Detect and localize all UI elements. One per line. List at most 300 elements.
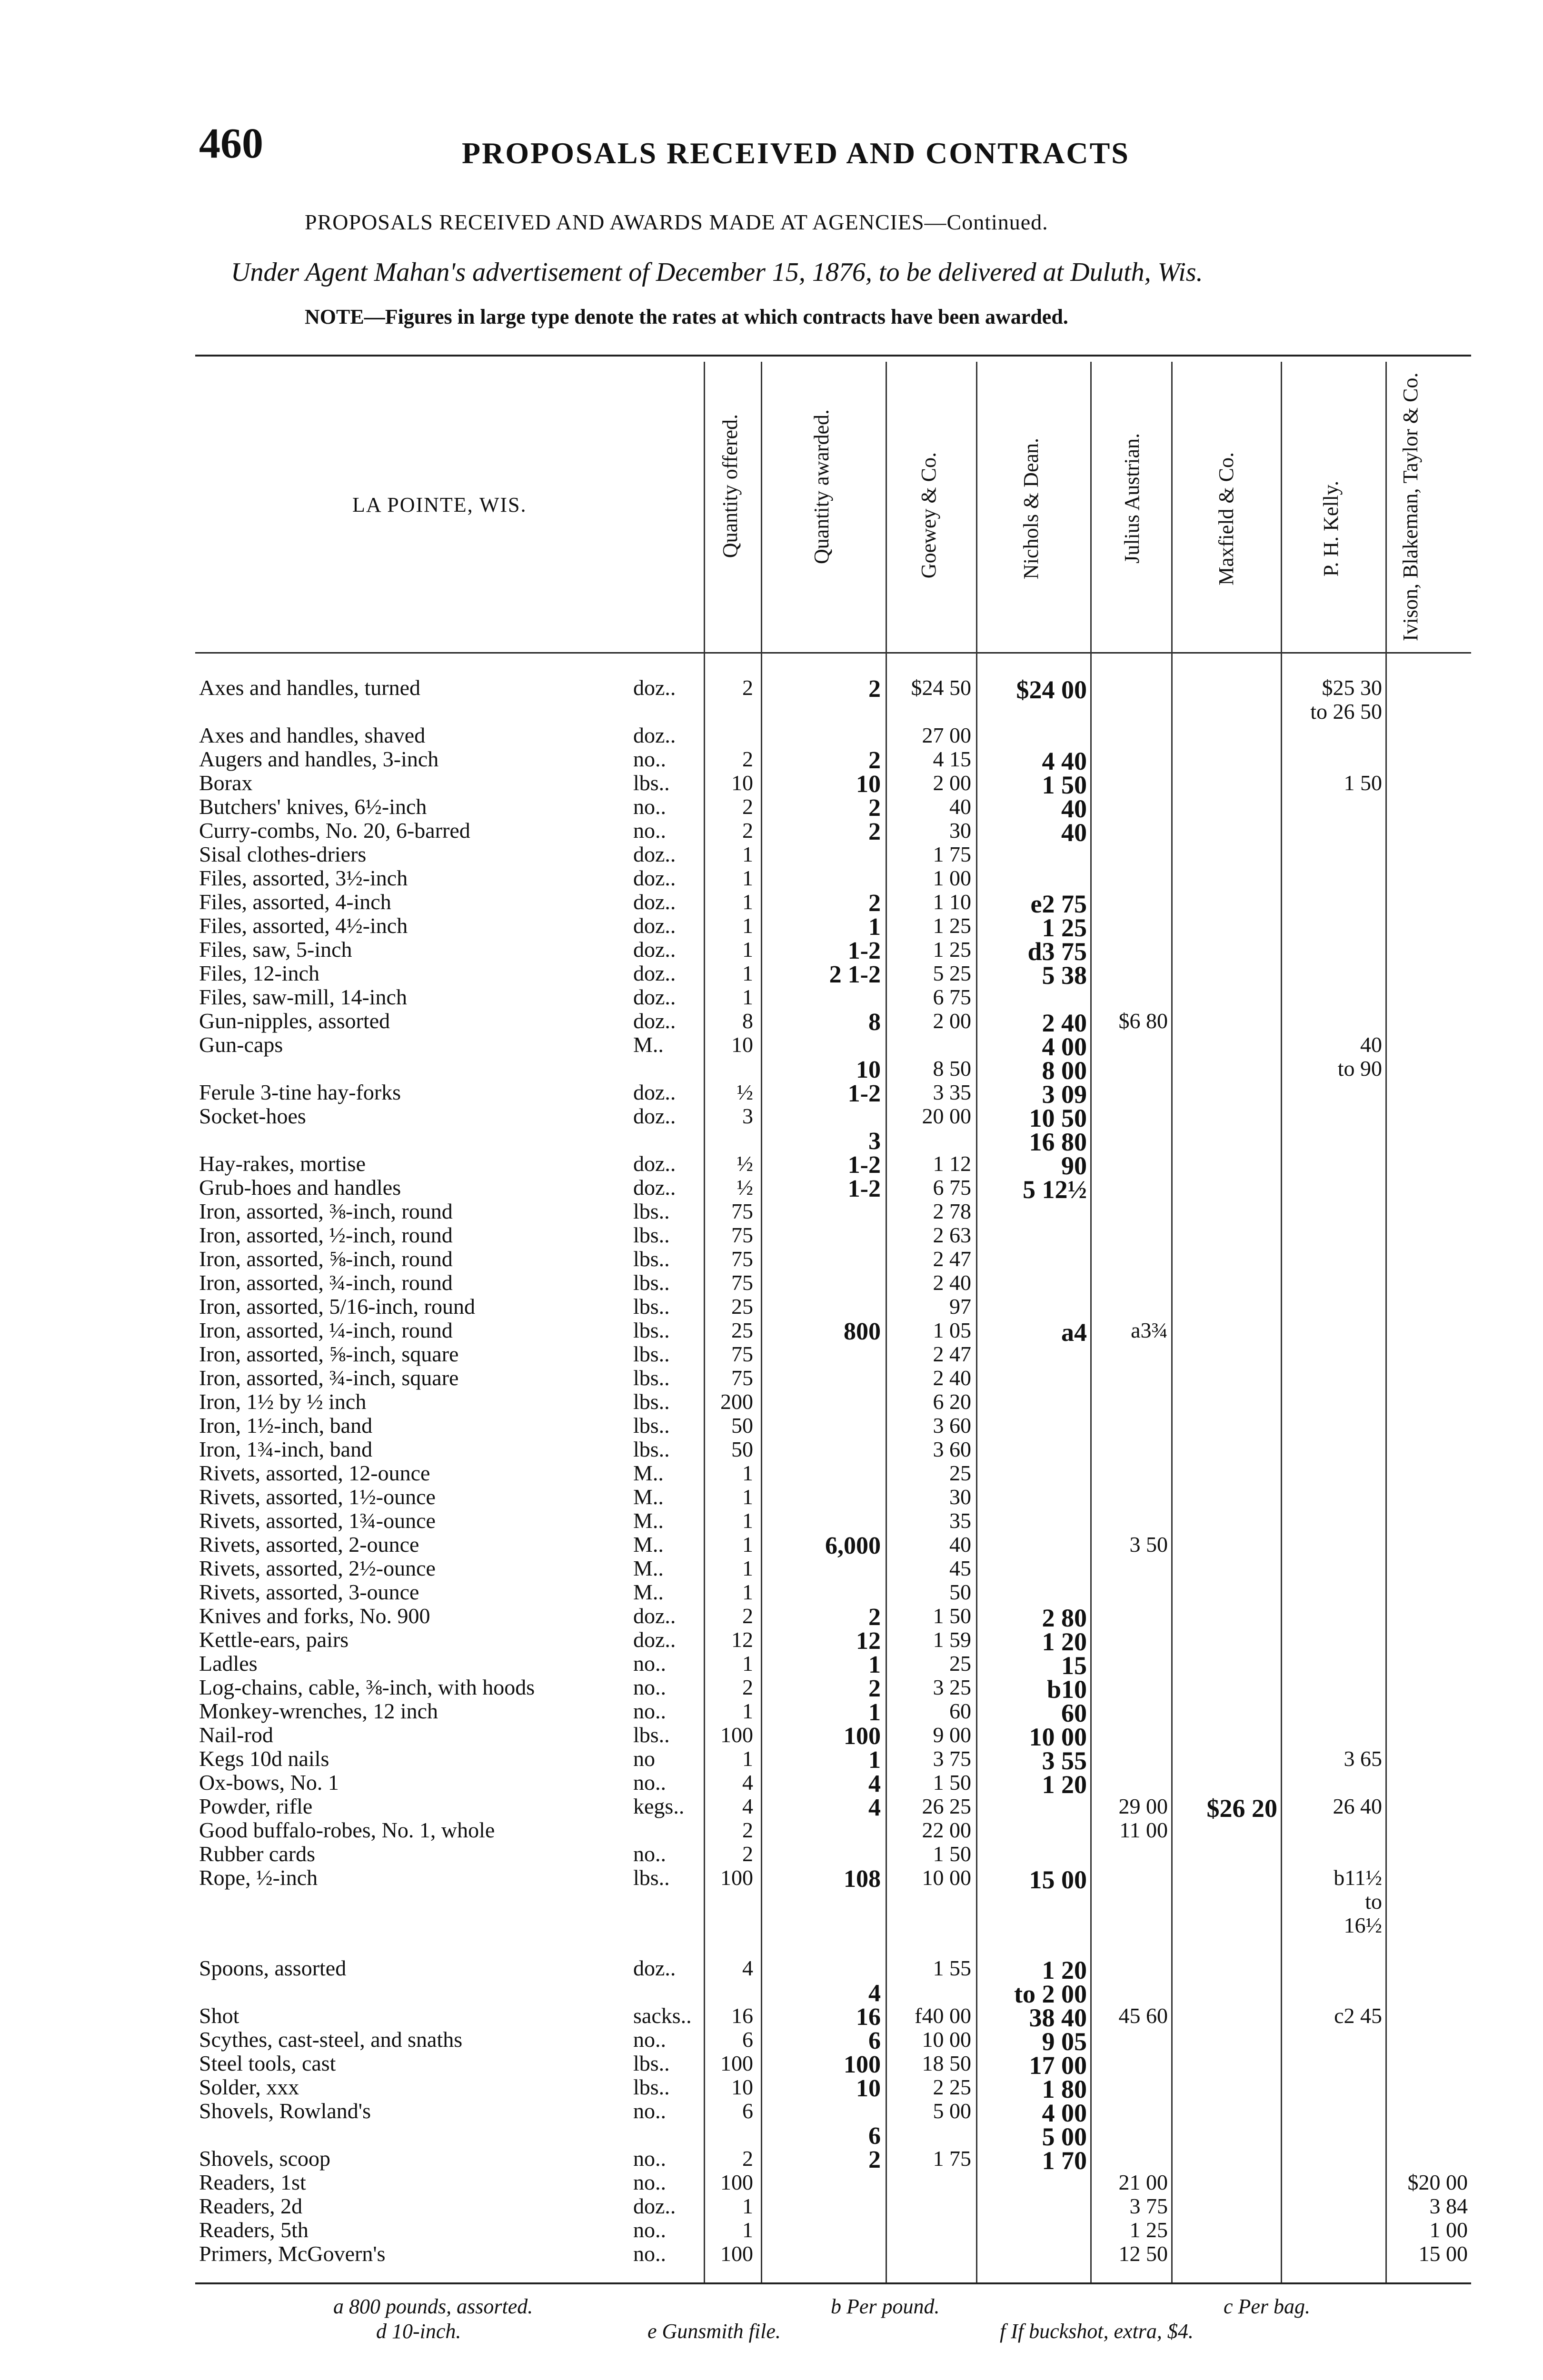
table-row bbox=[0, 1484, 1543, 1508]
quantity-offered: 1 bbox=[742, 890, 753, 914]
unit: doz.. bbox=[633, 961, 676, 985]
item-name: Augers and handles, 3-inch bbox=[199, 747, 439, 771]
bid-austrian: $6 80 bbox=[1118, 1009, 1168, 1033]
item-name: Curry-combs, No. 20, 6-barred bbox=[199, 818, 470, 843]
table-row bbox=[0, 1698, 1543, 1727]
bid-ivison: $20 00 bbox=[1407, 2170, 1468, 2194]
table-row bbox=[0, 1246, 1543, 1270]
item-name: Rivets, assorted, 1½-ounce bbox=[199, 1485, 436, 1509]
quantity-offered: 75 bbox=[731, 1270, 753, 1295]
quantity-offered: 2 bbox=[742, 2146, 753, 2171]
bid-maxfield: $26 20 bbox=[1206, 1794, 1277, 1823]
item-name: Scythes, cast-steel, and snaths bbox=[199, 2027, 463, 2052]
table-row bbox=[0, 770, 1543, 799]
bid-nichols: 4 00 bbox=[1042, 2099, 1087, 2127]
quantity-awarded: 108 bbox=[844, 1865, 881, 1893]
quantity-offered: 75 bbox=[731, 1366, 753, 1390]
bid-goewey: 27 00 bbox=[922, 723, 971, 747]
table-row bbox=[0, 1270, 1543, 1294]
bid-goewey: 26 25 bbox=[922, 1794, 971, 1818]
quantity-awarded: 800 bbox=[844, 1318, 881, 1345]
quantity-offered: 2 bbox=[742, 747, 753, 771]
item-name: Rivets, assorted, 3-ounce bbox=[199, 1580, 419, 1604]
unit: lbs.. bbox=[633, 771, 670, 795]
column-header-ivison: Ivison, Blakeman, Taylor & Co. bbox=[1399, 372, 1422, 642]
quantity-offered: 1 bbox=[742, 937, 753, 962]
item-name: Files, assorted, 4-inch bbox=[199, 890, 391, 914]
bid-austrian: 29 00 bbox=[1118, 1794, 1168, 1818]
unit: lbs.. bbox=[633, 1366, 670, 1390]
item-name: Iron, assorted, ¾-inch, round bbox=[199, 1270, 453, 1295]
unit: no.. bbox=[633, 747, 666, 771]
quantity-awarded: 12 bbox=[856, 1627, 881, 1655]
table-row bbox=[0, 1032, 1543, 1061]
quantity-awarded: 1-2 bbox=[847, 1151, 881, 1179]
quantity-offered: 100 bbox=[720, 1865, 753, 1890]
bid-ivison: 15 00 bbox=[1418, 2241, 1468, 2266]
quantity-offered: 8 bbox=[742, 1009, 753, 1033]
stub-header: LA POINTE, WIS. bbox=[352, 493, 527, 516]
quantity-awarded: 10 bbox=[856, 771, 881, 798]
item-name: Rubber cards bbox=[199, 1842, 315, 1866]
quantity-offered: 1 bbox=[742, 866, 753, 890]
column-header-quantity-offered: Quantity offered. bbox=[718, 414, 742, 558]
bid-goewey: 9 00 bbox=[933, 1723, 971, 1747]
unit: kegs.. bbox=[633, 1794, 685, 1818]
bid-nichols: 1 50 bbox=[1042, 771, 1087, 799]
quantity-awarded: 2 bbox=[868, 2146, 881, 2173]
bid-austrian: 45 60 bbox=[1118, 2003, 1168, 2028]
unit: doz.. bbox=[633, 985, 676, 1009]
quantity-awarded: 2 bbox=[868, 890, 881, 917]
table-row bbox=[0, 1508, 1543, 1532]
advertisement-line: Under Agent Mahan's advertisement of December 15, 1876, to be delivered at Duluth, Wis. bbox=[231, 258, 1203, 287]
table-row bbox=[0, 675, 1543, 704]
table-row bbox=[0, 1865, 1543, 1894]
unit: lbs.. bbox=[633, 1318, 670, 1342]
footnote-e: e Gunsmith file. bbox=[647, 2320, 781, 2343]
unit: doz.. bbox=[633, 842, 676, 866]
unit: no.. bbox=[633, 1842, 666, 1866]
quantity-offered: ½ bbox=[737, 1151, 753, 1176]
unit: doz.. bbox=[633, 937, 676, 962]
unit: lbs.. bbox=[633, 2075, 670, 2099]
bid-goewey: 1 50 bbox=[933, 1770, 971, 1795]
bid-nichols: 38 40 bbox=[1029, 2003, 1087, 2032]
unit: lbs.. bbox=[633, 1413, 670, 1438]
unit: lbs.. bbox=[633, 1223, 670, 1247]
bid-goewey: 1 75 bbox=[933, 2146, 971, 2171]
item-name: Gun-nipples, assorted bbox=[199, 1009, 390, 1033]
table-row bbox=[0, 2193, 1543, 2217]
column-header-nichols: Nichols & Dean. bbox=[1019, 438, 1043, 579]
item-name: Butchers' knives, 6½-inch bbox=[199, 794, 427, 819]
quantity-offered: ½ bbox=[737, 1175, 753, 1200]
item-name: Kegs 10d nails bbox=[199, 1746, 329, 1771]
quantity-awarded: 4 bbox=[868, 1980, 881, 2007]
table-row bbox=[0, 1556, 1543, 1579]
bid-goewey: 1 50 bbox=[933, 1604, 971, 1628]
bid-goewey: 20 00 bbox=[922, 1104, 971, 1128]
item-name: Iron, assorted, ¼-inch, round bbox=[199, 1318, 453, 1342]
table-row bbox=[0, 1913, 1543, 1936]
bid-nichols: 40 bbox=[1061, 794, 1087, 823]
unit: M.. bbox=[633, 1461, 664, 1485]
table-row bbox=[0, 1175, 1543, 1204]
bid-nichols: 60 bbox=[1061, 1699, 1087, 1727]
quantity-awarded: 16 bbox=[856, 2003, 881, 2031]
unit: lbs.. bbox=[633, 1199, 670, 1223]
quantity-offered: 1 bbox=[742, 961, 753, 985]
table-row bbox=[0, 1979, 1543, 2008]
item-name: Primers, McGovern's bbox=[199, 2241, 386, 2266]
bid-goewey: 6 20 bbox=[933, 1389, 971, 1414]
item-name: Rivets, assorted, 12-ounce bbox=[199, 1461, 430, 1485]
column-header-quantity-awarded: Quantity awarded. bbox=[810, 409, 833, 564]
table-bottom-rule bbox=[195, 2282, 1471, 2284]
unit: doz.. bbox=[633, 675, 676, 700]
quantity-awarded: 3 bbox=[868, 1128, 881, 1155]
bid-goewey: 2 40 bbox=[933, 1366, 971, 1390]
quantity-offered: 12 bbox=[731, 1627, 753, 1652]
quantity-awarded: 4 bbox=[868, 1794, 881, 1821]
quantity-offered: 25 bbox=[731, 1294, 753, 1319]
quantity-offered: 2 bbox=[742, 818, 753, 843]
bid-nichols: 17 00 bbox=[1029, 2051, 1087, 2080]
bid-nichols: 1 20 bbox=[1042, 1956, 1087, 1984]
table-row bbox=[0, 1532, 1543, 1559]
bid-nichols: 5 38 bbox=[1042, 961, 1087, 990]
unit: M.. bbox=[633, 1580, 664, 1604]
item-name: Iron, assorted, ⅝-inch, square bbox=[199, 1342, 459, 1366]
footnote-f: f If buckshot, extra, $4. bbox=[1000, 2320, 1194, 2343]
bid-goewey: 1 00 bbox=[933, 866, 971, 890]
bid-nichols: 15 00 bbox=[1029, 1865, 1087, 1894]
bid-nichols: 1 20 bbox=[1042, 1770, 1087, 1799]
item-name: Borax bbox=[199, 771, 253, 795]
quantity-offered: 16 bbox=[731, 2003, 753, 2028]
unit: doz.. bbox=[633, 1956, 676, 1980]
table-row bbox=[0, 1008, 1543, 1037]
bid-austrian: 11 00 bbox=[1119, 1818, 1168, 1842]
table-row bbox=[0, 1080, 1543, 1109]
item-name: Monkey-wrenches, 12 inch bbox=[199, 1699, 438, 1723]
item-name: Spoons, assorted bbox=[199, 1956, 347, 1980]
table-row bbox=[0, 1437, 1543, 1460]
table-row bbox=[0, 1389, 1543, 1413]
quantity-offered: 2 bbox=[742, 1604, 753, 1628]
bid-goewey: 4 15 bbox=[933, 747, 971, 771]
quantity-awarded: 2 1-2 bbox=[829, 961, 881, 988]
bid-goewey: 97 bbox=[949, 1294, 971, 1319]
bid-goewey: 25 bbox=[949, 1461, 971, 1485]
unit: M.. bbox=[633, 1032, 664, 1057]
unit: no.. bbox=[633, 1699, 666, 1723]
table-row bbox=[0, 1722, 1543, 1751]
quantity-awarded: 1 bbox=[868, 1746, 881, 1774]
item-name: Iron, 1¾-inch, band bbox=[199, 1437, 373, 1461]
bid-goewey: 2 00 bbox=[933, 1009, 971, 1033]
bid-nichols: 15 bbox=[1061, 1651, 1087, 1680]
running-title: PROPOSALS RECEIVED AND CONTRACTS bbox=[462, 136, 1130, 170]
item-name: Iron, 1½ by ½ inch bbox=[199, 1389, 367, 1414]
bid-goewey: 1 50 bbox=[933, 1842, 971, 1866]
table-row bbox=[0, 1817, 1543, 1841]
item-name: Iron, assorted, ⅝-inch, round bbox=[199, 1247, 453, 1271]
quantity-awarded: 1 bbox=[868, 913, 881, 941]
bid-austrian: 21 00 bbox=[1118, 2170, 1168, 2194]
item-name: Kettle-ears, pairs bbox=[199, 1627, 349, 1652]
footnote-d: d 10-inch. bbox=[376, 2320, 461, 2343]
item-name: Shovels, Rowland's bbox=[199, 2099, 371, 2123]
bid-kelly: to bbox=[1365, 1889, 1382, 1914]
item-name: Files, saw-mill, 14-inch bbox=[199, 985, 407, 1009]
bid-ivison: 1 00 bbox=[1429, 2218, 1468, 2242]
bid-goewey: 3 60 bbox=[933, 1413, 971, 1438]
bid-goewey: 22 00 bbox=[922, 1818, 971, 1842]
table-row bbox=[0, 2170, 1543, 2193]
bid-goewey: 3 35 bbox=[933, 1080, 971, 1104]
quantity-offered: ½ bbox=[737, 1080, 753, 1104]
item-name: Axes and handles, turned bbox=[199, 675, 420, 700]
bid-goewey: 60 bbox=[949, 1699, 971, 1723]
quantity-awarded: 100 bbox=[844, 2051, 881, 2078]
quantity-offered: 2 bbox=[742, 1818, 753, 1842]
bid-goewey: 8 50 bbox=[933, 1056, 971, 1081]
item-name: Ladles bbox=[199, 1651, 258, 1676]
quantity-awarded: 1-2 bbox=[847, 1175, 881, 1202]
quantity-offered: 6 bbox=[742, 2099, 753, 2123]
table-row bbox=[0, 1579, 1543, 1603]
unit: doz.. bbox=[633, 890, 676, 914]
page-number: 460 bbox=[199, 120, 263, 167]
bid-goewey: 2 78 bbox=[933, 1199, 971, 1223]
quantity-awarded: 6 bbox=[868, 2122, 881, 2150]
table-row bbox=[0, 1151, 1543, 1180]
bid-austrian: 3 75 bbox=[1129, 2194, 1168, 2218]
bid-austrian: a3¾ bbox=[1131, 1318, 1168, 1342]
quantity-awarded: 10 bbox=[856, 1056, 881, 1083]
item-name: Files, 12-inch bbox=[199, 961, 319, 985]
bid-goewey: 5 00 bbox=[933, 2099, 971, 2123]
item-name: Socket-hoes bbox=[199, 1104, 306, 1128]
quantity-offered: 25 bbox=[731, 1318, 753, 1342]
unit: sacks.. bbox=[633, 2003, 692, 2028]
column-header-maxfield: Maxfield & Co. bbox=[1214, 452, 1238, 585]
column-header-austrian: Julius Austrian. bbox=[1120, 433, 1144, 564]
quantity-offered: 1 bbox=[742, 1485, 753, 1509]
bid-nichols: e2 75 bbox=[1030, 890, 1087, 918]
bid-goewey: 5 25 bbox=[933, 961, 971, 985]
bid-goewey: 10 00 bbox=[922, 2027, 971, 2052]
table-row bbox=[0, 2074, 1543, 2103]
bid-austrian: 3 50 bbox=[1129, 1532, 1168, 1557]
item-name: Ox-bows, No. 1 bbox=[199, 1770, 339, 1795]
quantity-awarded: 6 bbox=[868, 2027, 881, 2054]
table-row bbox=[0, 1794, 1543, 1823]
bid-goewey: 30 bbox=[949, 1485, 971, 1509]
table-row bbox=[0, 1222, 1543, 1246]
bid-goewey: 3 60 bbox=[933, 1437, 971, 1461]
column-header-kelly: P. H. Kelly. bbox=[1319, 481, 1343, 577]
table-row bbox=[0, 1294, 1543, 1318]
unit: lbs.. bbox=[633, 1723, 670, 1747]
quantity-awarded: 6,000 bbox=[825, 1532, 881, 1559]
quantity-awarded: 100 bbox=[844, 1723, 881, 1750]
table-row bbox=[0, 2051, 1543, 2080]
quantity-offered: 10 bbox=[731, 2075, 753, 2099]
unit: no.. bbox=[633, 794, 666, 819]
bid-nichols: 8 00 bbox=[1042, 1056, 1087, 1085]
bid-goewey: 2 00 bbox=[933, 771, 971, 795]
quantity-offered: 50 bbox=[731, 1437, 753, 1461]
table-row bbox=[0, 913, 1543, 942]
bid-nichols: 4 00 bbox=[1042, 1032, 1087, 1061]
bid-goewey: 2 47 bbox=[933, 1247, 971, 1271]
unit: no.. bbox=[633, 1651, 666, 1676]
quantity-offered: 10 bbox=[731, 1032, 753, 1057]
bid-goewey: 1 55 bbox=[933, 1956, 971, 1980]
unit: no.. bbox=[633, 2241, 666, 2266]
unit: doz.. bbox=[633, 1080, 676, 1104]
item-name: Grub-hoes and handles bbox=[199, 1175, 401, 1200]
note-line: NOTE—Figures in large type denote the rates at which contracts have been awarded. bbox=[305, 305, 1068, 328]
unit: no.. bbox=[633, 1770, 666, 1795]
bid-goewey: 1 25 bbox=[933, 913, 971, 938]
bid-goewey: 1 59 bbox=[933, 1627, 971, 1652]
bid-nichols: d3 75 bbox=[1027, 937, 1087, 966]
footnote-b: b Per pound. bbox=[831, 2295, 940, 2318]
table-row bbox=[0, 1675, 1543, 1704]
bid-goewey: 6 75 bbox=[933, 1175, 971, 1200]
bid-goewey: $24 50 bbox=[911, 675, 971, 700]
quantity-offered: 1 bbox=[742, 2194, 753, 2218]
bid-goewey: 2 63 bbox=[933, 1223, 971, 1247]
unit: no.. bbox=[633, 2027, 666, 2052]
quantity-offered: 75 bbox=[731, 1199, 753, 1223]
bid-goewey: 50 bbox=[949, 1580, 971, 1604]
unit: doz.. bbox=[633, 1104, 676, 1128]
item-name: Iron, assorted, ¾-inch, square bbox=[199, 1366, 459, 1390]
item-name: Files, saw, 5-inch bbox=[199, 937, 352, 962]
bid-austrian: 1 25 bbox=[1129, 2218, 1168, 2242]
unit: doz.. bbox=[633, 723, 676, 747]
table-row bbox=[0, 2217, 1543, 2241]
bid-nichols: 9 05 bbox=[1042, 2027, 1087, 2056]
quantity-offered: 75 bbox=[731, 1342, 753, 1366]
bid-kelly: 16½ bbox=[1344, 1913, 1382, 1937]
unit: no.. bbox=[633, 818, 666, 843]
item-name: Solder, xxx bbox=[199, 2075, 299, 2099]
quantity-offered: 4 bbox=[742, 1770, 753, 1795]
bid-nichols: 5 12½ bbox=[1023, 1175, 1087, 1204]
bid-nichols: 4 40 bbox=[1042, 747, 1087, 775]
quantity-offered: 1 bbox=[742, 1532, 753, 1557]
table-row bbox=[0, 2098, 1543, 2127]
item-name: Rivets, assorted, 2-ounce bbox=[199, 1532, 419, 1557]
item-name: Shovels, scoop bbox=[199, 2146, 330, 2171]
footnote-a: a 800 pounds, assorted. bbox=[333, 2295, 533, 2318]
bid-goewey: 2 47 bbox=[933, 1342, 971, 1366]
quantity-offered: 6 bbox=[742, 2027, 753, 2052]
table-row bbox=[0, 1603, 1543, 1632]
unit: M.. bbox=[633, 1485, 664, 1509]
table-row bbox=[0, 1341, 1543, 1365]
bid-goewey: 40 bbox=[949, 1532, 971, 1557]
bid-nichols: to 2 00 bbox=[1014, 1980, 1087, 2008]
bid-goewey: 30 bbox=[949, 818, 971, 843]
bid-goewey: 3 25 bbox=[933, 1675, 971, 1699]
quantity-offered: 100 bbox=[720, 2241, 753, 2266]
item-name: Rivets, assorted, 1¾-ounce bbox=[199, 1508, 436, 1533]
unit: no.. bbox=[633, 2170, 666, 2194]
unit: no.. bbox=[633, 1675, 666, 1699]
quantity-offered: 2 bbox=[742, 1675, 753, 1699]
table-row bbox=[0, 746, 1543, 775]
bid-goewey: 6 75 bbox=[933, 985, 971, 1009]
quantity-awarded: 1 bbox=[868, 1699, 881, 1726]
quantity-offered: 75 bbox=[731, 1247, 753, 1271]
quantity-offered: 1 bbox=[742, 1699, 753, 1723]
unit: no.. bbox=[633, 2218, 666, 2242]
bid-goewey: 40 bbox=[949, 794, 971, 819]
bid-goewey: 10 00 bbox=[922, 1865, 971, 1890]
bid-kelly: b11½ bbox=[1334, 1865, 1382, 1890]
table-top-rule bbox=[195, 355, 1471, 357]
item-name: Ferule 3-tine hay-forks bbox=[199, 1080, 401, 1104]
bid-goewey: 2 25 bbox=[933, 2075, 971, 2099]
unit: doz.. bbox=[633, 913, 676, 938]
unit: lbs.. bbox=[633, 1270, 670, 1295]
bid-nichols: 1 25 bbox=[1042, 913, 1087, 942]
item-name: Files, assorted, 3½-inch bbox=[199, 866, 408, 890]
item-name: Knives and forks, No. 900 bbox=[199, 1604, 430, 1628]
quantity-awarded: 10 bbox=[856, 2075, 881, 2102]
unit: doz.. bbox=[633, 2194, 676, 2218]
table-row bbox=[0, 1651, 1543, 1680]
quantity-offered: 1 bbox=[742, 1746, 753, 1771]
item-name: Iron, assorted, 5/16-inch, round bbox=[199, 1294, 475, 1319]
quantity-offered: 2 bbox=[742, 675, 753, 700]
footnote-c: c Per bag. bbox=[1224, 2295, 1311, 2318]
bid-nichols: $24 00 bbox=[1016, 675, 1087, 704]
item-name: Files, assorted, 4½-inch bbox=[199, 913, 408, 938]
column-header-goewey: Goewey & Co. bbox=[917, 452, 940, 579]
unit: lbs.. bbox=[633, 1865, 670, 1890]
item-name: Sisal clothes-driers bbox=[199, 842, 367, 866]
table-row bbox=[0, 1955, 1543, 1984]
quantity-awarded: 2 bbox=[868, 818, 881, 845]
item-name: Readers, 2d bbox=[199, 2194, 303, 2218]
bid-kelly: to 90 bbox=[1337, 1056, 1382, 1081]
quantity-awarded: 4 bbox=[868, 1770, 881, 1797]
bid-nichols: 1 80 bbox=[1042, 2075, 1087, 2103]
bid-nichols: 2 40 bbox=[1042, 1009, 1087, 1037]
header-bottom-rule bbox=[195, 652, 1471, 654]
bid-nichols: 10 50 bbox=[1029, 1104, 1087, 1132]
table-row bbox=[0, 1889, 1543, 1913]
table-row bbox=[0, 1103, 1543, 1132]
table-row bbox=[0, 961, 1543, 990]
bid-nichols: 3 09 bbox=[1042, 1080, 1087, 1109]
table-row bbox=[0, 1746, 1543, 1775]
bid-kelly: 26 40 bbox=[1333, 1794, 1382, 1818]
item-name: Rivets, assorted, 2½-ounce bbox=[199, 1556, 436, 1580]
bid-nichols: 90 bbox=[1061, 1151, 1087, 1180]
table-row bbox=[0, 794, 1543, 823]
quantity-offered: 75 bbox=[731, 1223, 753, 1247]
item-name: Iron, assorted, ⅜-inch, round bbox=[199, 1199, 453, 1223]
